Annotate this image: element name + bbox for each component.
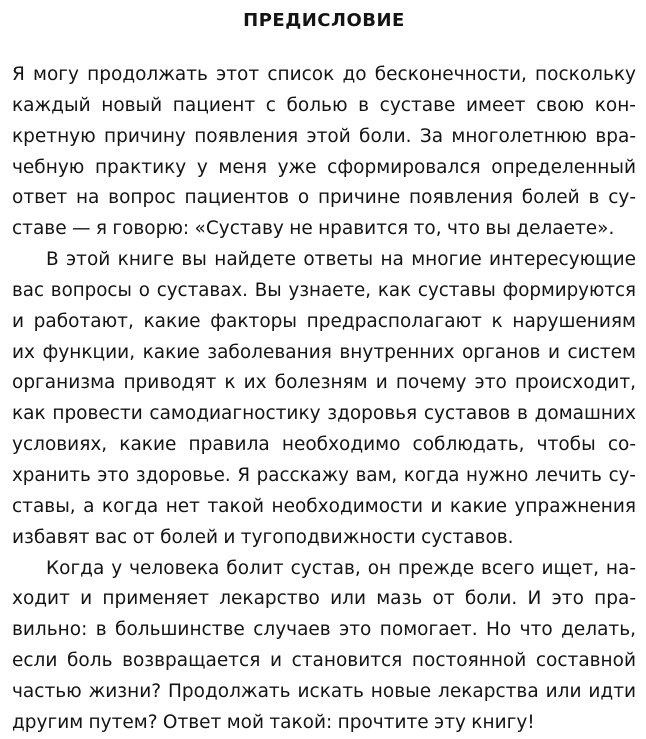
text-line: хранить это здоровье. Я расскажу вам, когда нужно лечить су- xyxy=(12,464,636,486)
text-line: ставе — я говорю: «Суставу не нравится то, что вы делаете». xyxy=(12,218,615,240)
paragraph-2 xyxy=(12,245,636,553)
text-line: ставы, а когда нет такой необходимости и какие упражнения xyxy=(12,495,636,517)
text-line: избавят вас от болей и тугоподвижности суставов. xyxy=(12,526,514,548)
text-line: их функции, какие заболевания внутренних органов и систем xyxy=(12,341,636,363)
text-line: кретную причину появления этой боли. За многолетнюю вра- xyxy=(12,125,636,147)
paragraph-1 xyxy=(12,60,636,245)
text-line: как провести самодиагностику здоровья суставов в домашних xyxy=(12,403,636,425)
text-line: частью жизни? Продолжать искать новые лекарства или идти xyxy=(12,680,636,702)
text-line: ответ на вопрос пациентов о причине появления болей в су- xyxy=(12,187,636,209)
paragraph-3 xyxy=(12,554,636,739)
text-line: ходит и применяет лекарство или мазь от боли. И это пра- xyxy=(12,588,636,610)
text-line: каждый новый пациент с болью в суставе имеет свою кон- xyxy=(12,94,636,116)
text-line: чебную практику у меня уже сформировался определенный xyxy=(12,156,636,178)
text-line: вас вопросы о суставах. Вы узнаете, как суставы формируются xyxy=(12,279,636,301)
text-line: если боль возвращается и становится постоянной составной xyxy=(12,650,636,672)
text-line: Я могу продолжать этот список до бесконечности, поскольку xyxy=(12,64,636,85)
chapter-title: ПРЕДИСЛОВИЕ xyxy=(243,10,405,31)
body-text xyxy=(12,60,636,739)
text-line: условиях, какие правила необходимо соблюдать, чтобы со- xyxy=(12,434,636,456)
text-line: В этой книге вы найдете ответы на многие интересующие xyxy=(46,249,636,271)
text-line: Когда у человека болит сустав, он прежде всего ищет, на- xyxy=(46,557,636,579)
text-line: и работают, какие факторы предрасполагают к нарушениям xyxy=(12,310,636,332)
text-line: организма приводят к их болезням и почему это происходит, xyxy=(12,372,636,394)
text-line: другим путем? Ответ мой такой: прочтите эту книгу! xyxy=(12,711,535,733)
text-line: вильно: в большинстве случаев это помогает. Но что делать, xyxy=(12,619,636,641)
